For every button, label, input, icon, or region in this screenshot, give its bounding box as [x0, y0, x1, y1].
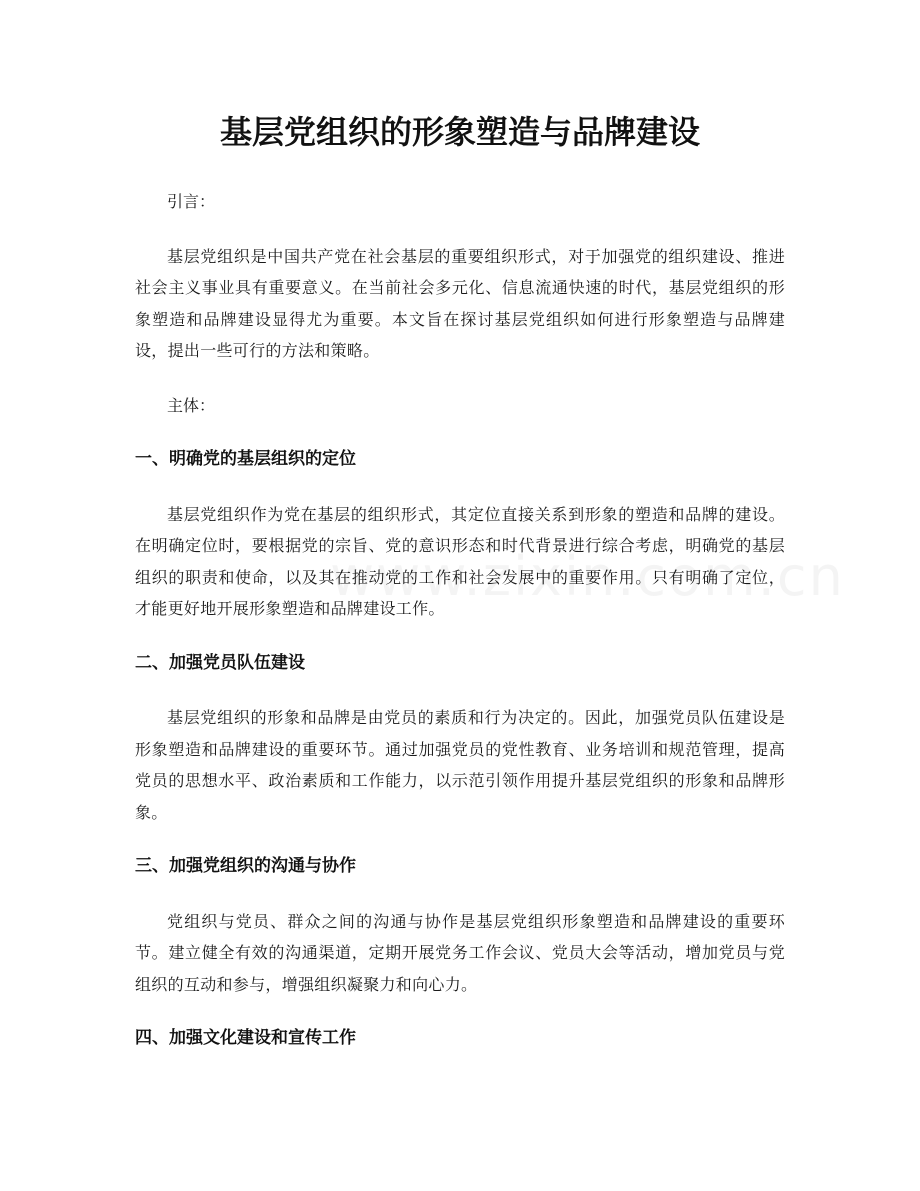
document-body [135, 186, 785, 1078]
intro-label: 引言： [167, 192, 216, 211]
body-label: 主体： [167, 395, 216, 415]
intro-paragraph: 基层党组织是中国共产党在社会基层的重要组织形式，对于加强党的组织建设、推进社会主义事业具有重要意义。在当前社会多元化、信息流通快速的时代，基层党组织的形象塑造和品牌建设显得尤为重要。本文旨在探讨基层党组织如何进行形象塑造与品牌建设，提出一些可行的方法和策略。 [135, 246, 785, 360]
section-heading-1: 一、明确党的基层组织的定位 [135, 449, 356, 469]
section-heading-3: 三、加强党组织的沟通与协作 [135, 856, 356, 876]
document-title: 基层党组织的形象塑造与品牌建设 [219, 113, 700, 151]
section-paragraph-1: 基层党组织作为党在基层的组织形式，其定位直接关系到形象的塑造和品牌的建设。在明确定位时，要根据党的宗旨、党的意识形态和时代背景进行综合考虑，明确党的基层组织的职责和使命，以及其在推动党的工作和社会发展中的重要作用。只有明确了定位，才能更好地开展形象塑造和品牌建设工作。 [135, 504, 785, 618]
section-heading-4: 四、加强文化建设和宣传工作 [135, 1028, 356, 1048]
section-paragraph-3: 党组织与党员、群众之间的沟通与协作是基层党组织形象塑造和品牌建设的重要环节。建立健全有效的沟通渠道，定期开展党务工作会议、党员大会等活动，增加党员与党组织的互动和参与，增强组织凝聚力和向心力。 [135, 911, 785, 994]
section-heading-2: 二、加强党员队伍建设 [135, 652, 305, 673]
section-paragraph-2: 基层党组织的形象和品牌是由党员的素质和行为决定的。因此，加强党员队伍建设是形象塑造和品牌建设的重要环节。通过加强党员的党性教育、业务培训和规范管理，提高党员的思想水平、政治素质和工作能力，以示范引领作用提升基层党组织的形象和品牌形象。 [135, 708, 785, 822]
